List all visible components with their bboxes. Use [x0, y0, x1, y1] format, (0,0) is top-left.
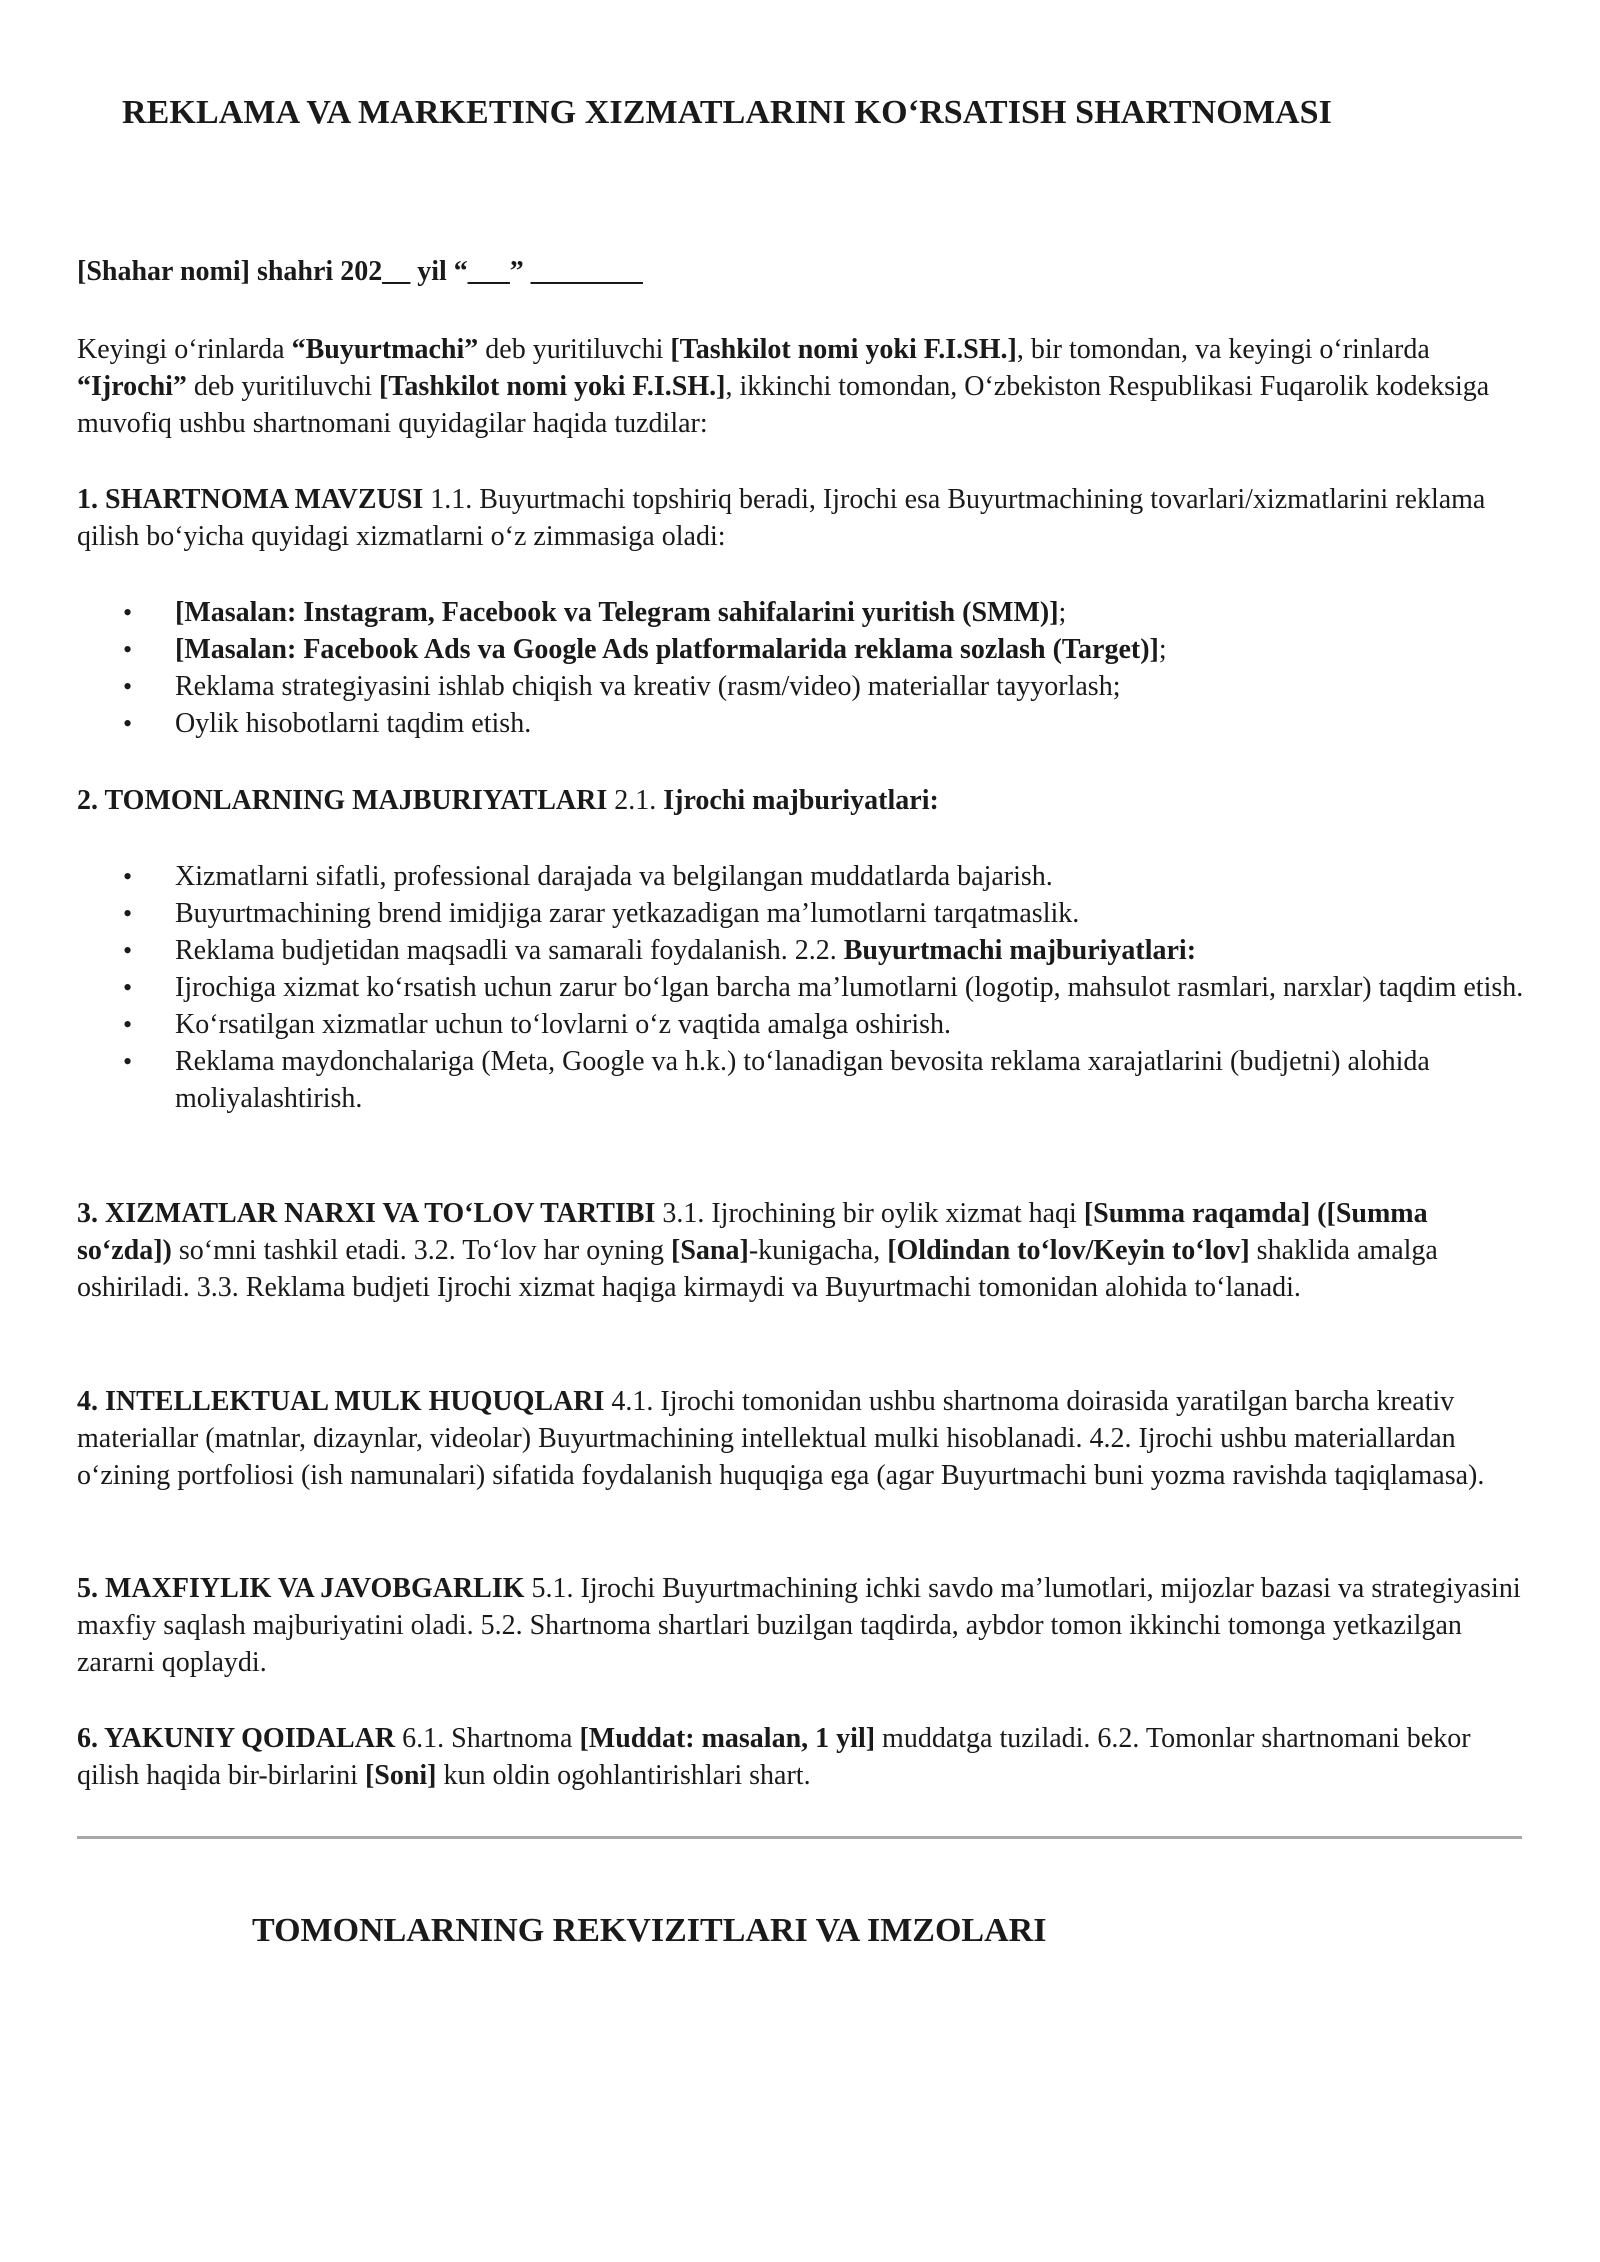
list-item-text: Oylik hisobotlarni taqdim etish.: [175, 708, 532, 739]
horizontal-divider: [77, 1836, 1522, 1839]
list-item: [77, 895, 1527, 932]
section-3-bold: [Sana]: [671, 1235, 749, 1266]
bullet-icon: •: [123, 1010, 133, 1039]
section-6-heading: 6. YAKUNIY QOIDALAR: [77, 1723, 396, 1754]
section-3-text: shaklida amalga oshiriladi. 3.3. Reklama budjeti Ijrochi xizmat haqiga kirmaydi va Buyurtmachi tomonidan alohida to‘lanadi.: [77, 1235, 1438, 1303]
section-6-text: muddatga tuziladi. 6.2. Tomonlar shartnomani bekor qilish haqida bir-birlarini: [77, 1723, 1471, 1791]
section-4-text: 4.1. Ijrochi tomonidan ushbu shartnoma doirasida yaratilgan barcha kreativ materiallar (matnlar, dizaynlar, videolar) Buyurtmachining intellektual mulki hisoblanadi. 4.2. Ijrochi ushbu materiallardan o‘zining portfoliosi (ish namunalari) sifatida foydalanish huquqiga ega (agar Buyurtmachi buni yozma ravishda taqiqlamasa).: [77, 1386, 1485, 1491]
bullet-icon: •: [123, 899, 133, 928]
section-2-text: 2.1.: [607, 785, 664, 816]
list-item-text: Reklama budjetidan maqsadli va samarali foydalanish. 2.2.: [175, 935, 844, 966]
list-item-text: Reklama strategiyasini ishlab chiqish va kreativ (rasm/video) materiallar tayyorlash;: [175, 671, 1121, 702]
section-5-paragraph: [77, 1570, 1527, 1681]
preamble-paragraph: [77, 331, 1527, 442]
section-4-heading: 4. INTELLEKTUAL MULK HUQUQLARI: [77, 1386, 605, 1417]
section-1-list: [77, 594, 1527, 742]
preamble-bold: [Tashkilot nomi yoki F.I.SH.]: [379, 371, 726, 402]
date-place-line: [Shahar nomi] shahri 202__ yil “___” ________: [77, 256, 643, 287]
preamble-text: deb yuritiluvchi: [478, 334, 671, 365]
list-item-text: Ijrochiga xizmat ko‘rsatish uchun zarur bo‘lgan barcha ma’lumotlarni (logotip, mahsulot rasmlari, narxlar) taqdim etish.: [175, 972, 1524, 1003]
section-3-paragraph: [77, 1195, 1527, 1306]
section-5-text: 5.1. Ijrochi Buyurtmachining ichki savdo ma’lumotlari, mijozlar bazasi va strategiyasini maxfiy saqlash majburiyatini oladi. 5.2. Shartnoma shartlari buzilgan taqdirda, aybdor tomon ikkinchi tomonga yetkazilgan zararni qoplaydi.: [77, 1573, 1521, 1678]
preamble-text: , ikkinchi tomondan, O‘zbekiston Respublikasi Fuqarolik kodeksiga muvofiq ushbu shartnomani quyidagilar haqida tuzdilar:: [77, 371, 1490, 439]
section-6-text: kun oldin ogohlantirishlari shart.: [436, 1760, 811, 1791]
list-item: [77, 1006, 1527, 1043]
preamble-text: , bir tomondan, va keyingi o‘rinlarda: [1016, 334, 1430, 365]
document-title: REKLAMA VA MARKETING XIZMATLARINI KO‘RSATISH SHARTNOMASI: [122, 94, 1333, 131]
bullet-icon: •: [123, 635, 133, 664]
list-item: [77, 969, 1527, 1006]
section-6-bold: [Muddat: masalan, 1 yil]: [579, 1723, 876, 1754]
bullet-icon: •: [123, 672, 133, 701]
section-2-paragraph: [77, 782, 1527, 819]
preamble-text: deb yuritiluvchi: [186, 371, 379, 402]
list-item-bold: [Masalan: Facebook Ads va Google Ads platformalarida reklama sozlash (Target)]: [175, 634, 1159, 665]
section-6-text: 6.1. Shartnoma: [395, 1723, 580, 1754]
bullet-icon: •: [123, 936, 133, 965]
bullet-icon: •: [123, 973, 133, 1002]
section-3-bold: [Oldindan to‘lov/Keyin to‘lov]: [887, 1235, 1250, 1266]
section-2-heading: 2. TOMONLARNING MAJBURIYATLARI: [77, 785, 608, 816]
section-3-text: so‘mni tashkil etadi. 3.2. To‘lov har oyning: [171, 1235, 672, 1266]
section-1-paragraph: [77, 481, 1527, 555]
section-3-heading: 3. XIZMATLAR NARXI VA TO‘LOV TARTIBI: [77, 1198, 656, 1229]
section-2-list: [77, 858, 1527, 1117]
list-item-text: ;: [1158, 634, 1167, 665]
list-item-text: Buyurtmachining brend imidjiga zarar yetkazadigan ma’lumotlarni tarqatmaslik.: [175, 898, 1080, 929]
list-item-text: ;: [1058, 597, 1067, 628]
bullet-icon: •: [123, 709, 133, 738]
section-3-bold: [Summa raqamda] ([Summa so‘zda]): [77, 1198, 1428, 1266]
list-item: [77, 858, 1527, 895]
bullet-icon: •: [123, 1047, 133, 1076]
section-5-heading: 5. MAXFIYLIK VA JAVOBGARLIK: [77, 1573, 525, 1604]
list-item-bold: [Masalan: Instagram, Facebook va Telegram sahifalarini yuritish (SMM)]: [175, 597, 1059, 628]
list-item: [77, 705, 1527, 742]
list-item-bold: Buyurtmachi majburiyatlari:: [843, 935, 1197, 966]
preamble-bold: “Buyurtmachi”: [291, 334, 479, 365]
preamble-bold: “Ijrochi”: [77, 371, 187, 402]
list-item: [77, 932, 1527, 969]
list-item: [77, 1043, 1527, 1117]
section-2-subheading: Ijrochi majburiyatlari:: [663, 785, 939, 816]
section-1-text: 1.1. Buyurtmachi topshiriq beradi, Ijrochi esa Buyurtmachining tovarlari/xizmatlarini reklama qilish bo‘yicha quyidagi xizmatlarni o‘z zimmasiga oladi:: [77, 484, 1486, 552]
section-4-paragraph: [77, 1383, 1527, 1494]
list-item-text: Xizmatlarni sifatli, professional darajada va belgilangan muddatlarda bajarish.: [175, 861, 1053, 892]
list-item: [77, 668, 1527, 705]
list-item-text: Reklama maydonchalariga (Meta, Google va h.k.) to‘lanadigan bevosita reklama xarajatlarini (budjetni) alohida moliyalashtirish.: [175, 1046, 1430, 1114]
signatures-title: TOMONLARNING REKVIZITLARI VA IMZOLARI: [252, 1912, 1047, 1949]
list-item: [77, 594, 1527, 631]
list-item: [77, 631, 1527, 668]
bullet-icon: •: [123, 598, 133, 627]
preamble-bold: [Tashkilot nomi yoki F.I.SH.]: [670, 334, 1017, 365]
bullet-icon: •: [123, 862, 133, 891]
list-item-text: Ko‘rsatilgan xizmatlar uchun to‘lovlarni o‘z vaqtida amalga oshirish.: [175, 1009, 951, 1040]
preamble-text: Keyingi o‘rinlarda: [77, 334, 292, 365]
section-3-text: -kunigacha,: [748, 1235, 888, 1266]
section-1-heading: 1. SHARTNOMA MAVZUSI: [77, 484, 424, 515]
section-6-bold: [Soni]: [364, 1760, 437, 1791]
section-6-paragraph: [77, 1720, 1527, 1794]
section-3-text: 3.1. Ijrochining bir oylik xizmat haqi: [655, 1198, 1084, 1229]
